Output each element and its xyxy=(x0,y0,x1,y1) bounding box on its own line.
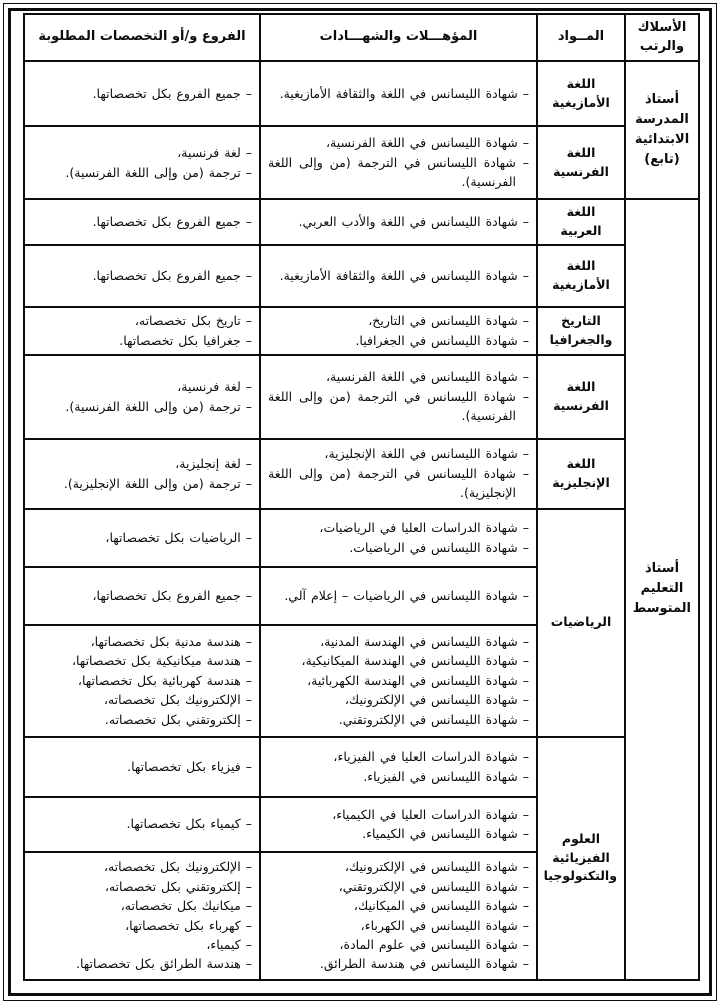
list-item: – ترجمة (من وإلى اللغة الفرنسية). xyxy=(32,163,252,182)
branches-cell xyxy=(24,509,260,567)
list-item: – شهادة الليسانس في اللغة والثقافة الأمازيغية. xyxy=(268,266,529,285)
list-item: – شهادة الليسانس في الإلكتروتقني، xyxy=(268,877,529,896)
rank-cell-middle-school-teacher: أستاذ التعليم المتوسط xyxy=(625,199,699,980)
list-item: – الإلكترونيك بكل تخصصاته، xyxy=(32,690,252,709)
branches-cell xyxy=(24,126,260,199)
list-item: – إلكتروتقني بكل تخصصاته. xyxy=(32,710,252,729)
list-item: – هندسة مدنية بكل تخصصاتها، xyxy=(32,632,252,651)
list-item: – شهادة الدراسات العليا في الكيمياء، xyxy=(268,805,529,824)
table-row xyxy=(24,126,699,199)
list-item: – شهادة الليسانس في الإلكتروتقني. xyxy=(268,710,529,729)
list-item: – كيمياء، xyxy=(32,935,252,954)
header-branches: الفروع و/أو التخصصات المطلوبة xyxy=(24,14,260,61)
list-item: – شهادة الليسانس في الهندسة المدنية، xyxy=(268,632,529,651)
table-row xyxy=(24,355,699,439)
branches-cell xyxy=(24,567,260,625)
subject-cell-physical-sciences: العلوم الفيزيائية والتكنولوجيا xyxy=(537,737,625,980)
qualifications-cell xyxy=(260,307,537,355)
list-item: – شهادة الدراسات العليا في الفيزياء، xyxy=(268,747,529,766)
subject-cell: اللغة الأمازيغية xyxy=(537,61,625,126)
header-ranks: الأسلاك والرتب xyxy=(625,14,699,61)
subject-cell: اللغة العربية xyxy=(537,199,625,245)
list-item: – شهادة الليسانس في هندسة الطرائق. xyxy=(268,954,529,973)
list-item: – شهادة الليسانس في الجغرافيا. xyxy=(268,331,529,350)
qualifications-cell xyxy=(260,625,537,737)
list-item: – هندسة كهربائية بكل تخصصاتها، xyxy=(32,671,252,690)
table-header-row xyxy=(24,14,699,61)
list-item: – شهادة الليسانس في الترجمة (من وإلى اللغة الفرنسية). xyxy=(268,387,529,426)
list-item: – شهادة الليسانس في الفيزياء. xyxy=(268,767,529,786)
qualifications-table xyxy=(23,13,700,981)
list-item: – شهادة الليسانس في الميكانيك، xyxy=(268,896,529,915)
list-item: – شهادة الليسانس في الرياضيات. xyxy=(268,538,529,557)
qualifications-cell xyxy=(260,439,537,509)
table-row xyxy=(24,199,699,245)
list-item: – لغة إنجليزية، xyxy=(32,454,252,473)
rank-cell-primary-school-teacher: أستاذ المدرسة الابتدائية (تابع) xyxy=(625,61,699,199)
branches-cell xyxy=(24,737,260,797)
qualifications-cell xyxy=(260,355,537,439)
list-item: – شهادة الليسانس في الرياضيات – إعلام آلي. xyxy=(268,586,529,605)
subject-cell: اللغة الأمازيغية xyxy=(537,245,625,307)
branches-cell xyxy=(24,797,260,852)
qualifications-cell xyxy=(260,61,537,126)
qualifications-cell xyxy=(260,737,537,797)
list-item: – شهادة الدراسات العليا في الرياضيات، xyxy=(268,518,529,537)
header-qualifications: المؤهـــلات والشهـــادات xyxy=(260,14,537,61)
list-item: – جميع الفروع بكل تخصصاتها. xyxy=(32,266,252,285)
list-item: – لغة فرنسية، xyxy=(32,377,252,396)
list-item: – شهادة الليسانس في التاريخ، xyxy=(268,311,529,330)
branches-cell xyxy=(24,61,260,126)
branches-cell xyxy=(24,439,260,509)
branches-cell xyxy=(24,245,260,307)
table-row xyxy=(24,737,699,797)
list-item: – شهادة الليسانس في اللغة الفرنسية، xyxy=(268,133,529,152)
list-item: – ترجمة (من وإلى اللغة الإنجليزية). xyxy=(32,474,252,493)
subject-cell: اللغة الفرنسية xyxy=(537,355,625,439)
header-subjects: المــواد xyxy=(537,14,625,61)
branches-cell xyxy=(24,625,260,737)
table-row xyxy=(24,307,699,355)
list-item: – شهادة الليسانس في الإلكترونيك، xyxy=(268,690,529,709)
subject-cell-mathematics: الرياضيات xyxy=(537,509,625,737)
qualifications-cell xyxy=(260,126,537,199)
list-item: – كهرباء بكل تخصصاتها، xyxy=(32,916,252,935)
qualifications-cell xyxy=(260,245,537,307)
subject-cell: التاريخ والجغرافيا xyxy=(537,307,625,355)
table-row xyxy=(24,439,699,509)
list-item: – هندسة الطرائق بكل تخصصاتها. xyxy=(32,954,252,973)
table-row xyxy=(24,245,699,307)
list-item: – جميع الفروع بكل تخصصاتها. xyxy=(32,84,252,103)
subject-cell: اللغة الفرنسية xyxy=(537,126,625,199)
table-row xyxy=(24,509,699,567)
list-item: – شهادة الليسانس في الكهرباء، xyxy=(268,916,529,935)
list-item: – شهادة الليسانس في اللغة الفرنسية، xyxy=(268,367,529,386)
list-item: – شهادة الليسانس في الترجمة (من وإلى اللغة الفرنسية). xyxy=(268,153,529,192)
list-item: – ترجمة (من وإلى اللغة الفرنسية). xyxy=(32,397,252,416)
branches-cell xyxy=(24,199,260,245)
list-item: – الإلكترونيك بكل تخصصاته، xyxy=(32,857,252,876)
list-item: – شهادة الليسانس في الهندسة الميكانيكية، xyxy=(268,651,529,670)
list-item: – شهادة الليسانس في الهندسة الكهربائية، xyxy=(268,671,529,690)
list-item: – لغة فرنسية، xyxy=(32,143,252,162)
list-item: – ميكانيك بكل تخصصاته، xyxy=(32,896,252,915)
list-item: – جميع الفروع بكل تخصصاتها، xyxy=(32,586,252,605)
subject-cell: اللغة الإنجليزية xyxy=(537,439,625,509)
list-item: – هندسة ميكانيكية بكل تخصصاتها، xyxy=(32,651,252,670)
list-item: – شهادة الليسانس في الترجمة (من وإلى اللغة الإنجليزية). xyxy=(268,464,529,503)
list-item: – شهادة الليسانس في اللغة الإنجليزية، xyxy=(268,444,529,463)
list-item: – جغرافيا بكل تخصصاتها. xyxy=(32,331,252,350)
qualifications-cell xyxy=(260,509,537,567)
list-item: – شهادة الليسانس في اللغة والثقافة الأمازيغية. xyxy=(268,84,529,103)
qualifications-cell xyxy=(260,567,537,625)
qualifications-cell xyxy=(260,199,537,245)
list-item: – كيمياء بكل تخصصاتها. xyxy=(32,814,252,833)
list-item: – شهادة الليسانس في علوم المادة، xyxy=(268,935,529,954)
list-item: – تاريخ بكل تخصصاته، xyxy=(32,311,252,330)
qualifications-cell xyxy=(260,852,537,980)
list-item: – شهادة الليسانس في اللغة والأدب العربي. xyxy=(268,212,529,231)
list-item: – شهادة الليسانس في الإلكترونيك، xyxy=(268,857,529,876)
branches-cell xyxy=(24,355,260,439)
branches-cell xyxy=(24,307,260,355)
list-item: – إلكتروتقني بكل تخصصاته، xyxy=(32,877,252,896)
branches-cell xyxy=(24,852,260,980)
table-row xyxy=(24,61,699,126)
list-item: – جميع الفروع بكل تخصصاتها. xyxy=(32,212,252,231)
qualifications-cell xyxy=(260,797,537,852)
list-item: – الرياضيات بكل تخصصاتها، xyxy=(32,528,252,547)
list-item: – شهادة الليسانس في الكيمياء. xyxy=(268,824,529,843)
list-item: – فيزياء بكل تخصصاتها. xyxy=(32,757,252,776)
